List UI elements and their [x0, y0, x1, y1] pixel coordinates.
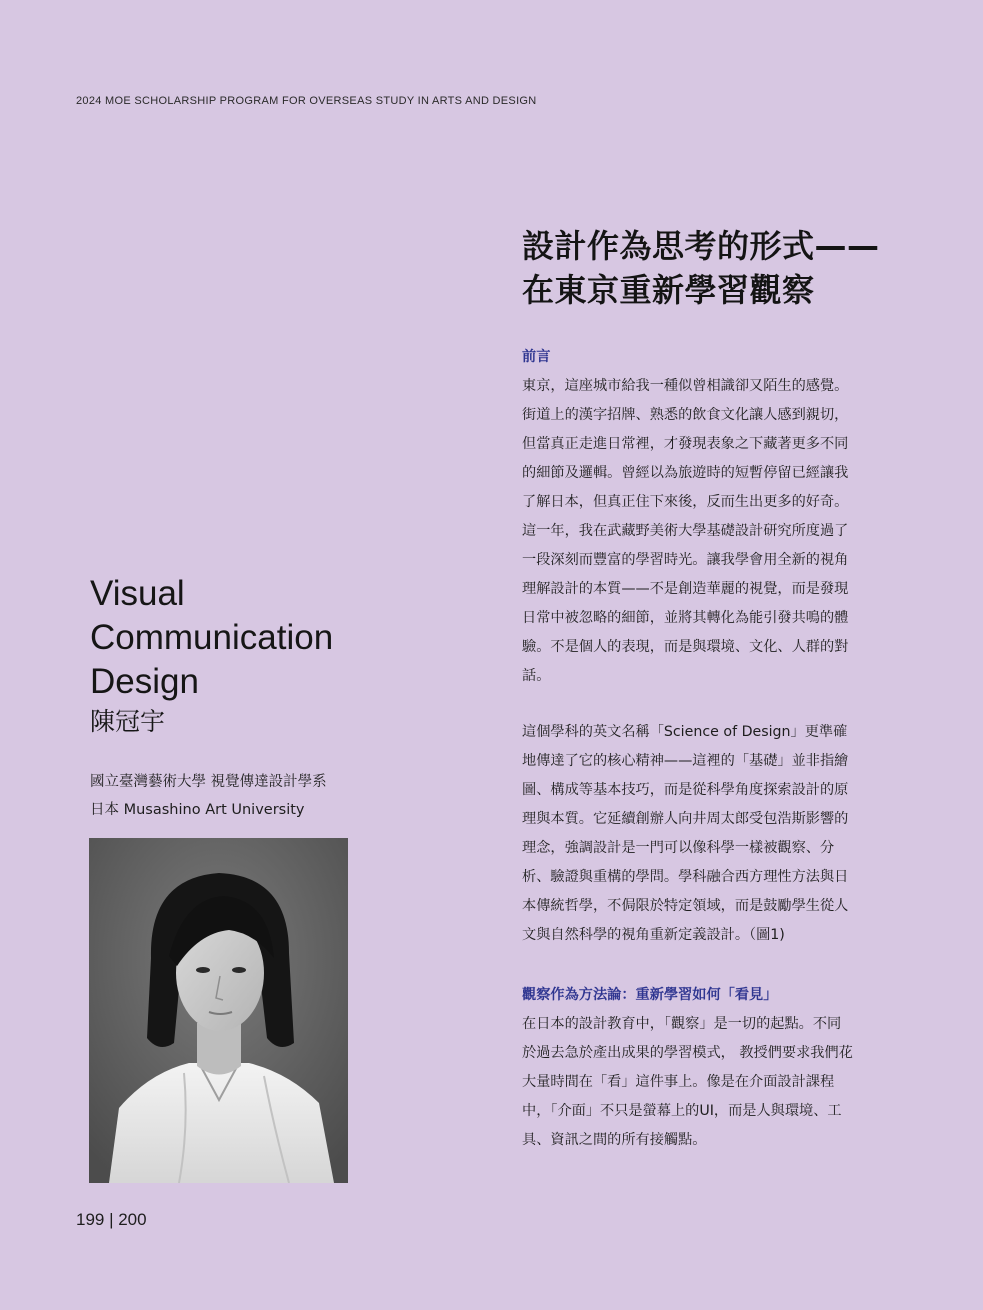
body-line: 在日本的設計教育中，「觀察」是一切的起點。不同 — [522, 1016, 842, 1032]
page-number: 199 | 200 — [76, 1210, 147, 1229]
section-observation — [522, 981, 902, 1155]
body-line: 理念，強調設計是一門可以像科學一樣被觀察、分 — [522, 840, 835, 856]
body-line: 理解設計的本質——不是創造華麗的視覺，而是發現 — [522, 581, 849, 597]
body-line: 東京，這座城市給我一種似曾相識卻又陌生的感覺。 — [522, 378, 849, 394]
body-line: 大量時間在「看」這件事上。像是在介面設計課程 — [522, 1074, 835, 1090]
discipline-line-3: Design — [90, 662, 199, 701]
body-line: 理與本質。它延續創辦人向井周太郎受包浩斯影響的 — [522, 811, 849, 827]
body-line: 這個學科的英文名稱「Science of Design」更準確 — [522, 724, 848, 740]
author-name: 陳冠宇 — [90, 707, 166, 736]
section-intro — [522, 343, 902, 691]
discipline-title — [90, 572, 333, 704]
affiliation-abroad: 日本 Musashino Art University — [90, 802, 305, 818]
article-title-line-1: 設計作為思考的形式—— — [522, 227, 880, 265]
body-line: 中，「介面」不只是螢幕上的UI，而是人與環境、工 — [522, 1103, 842, 1119]
body-line: 了解日本，但真正住下來後，反而生出更多的好奇。 — [522, 494, 849, 510]
article-title-line-2: 在東京重新學習觀察 — [522, 271, 815, 309]
body-line: 一段深刻而豐富的學習時光。讓我學會用全新的視角 — [522, 552, 849, 568]
body-line: 但當真正走進日常裡，才發現表象之下藏著更多不同 — [522, 436, 849, 452]
running-header: 2024 MOE SCHOLARSHIP PROGRAM FOR OVERSEAS STUDY IN ARTS AND DESIGN — [76, 95, 537, 107]
author-affiliation — [90, 768, 327, 824]
body-line: 於過去急於產出成果的學習模式， 教授們要求我們花 — [522, 1045, 853, 1061]
portrait-illustration — [89, 838, 348, 1183]
body-line: 本傳統哲學，不侷限於特定領域，而是鼓勵學生從人 — [522, 898, 849, 914]
affiliation-home: 國立臺灣藝術大學 視覺傳達設計學系 — [90, 774, 327, 790]
body-line: 地傳達了它的核心精神——這裡的「基礎」並非指繪 — [522, 753, 849, 769]
body-line: 的細節及邏輯。曾經以為旅遊時的短暫停留已經讓我 — [522, 465, 849, 481]
body-line: 具、資訊之間的所有接觸點。 — [522, 1132, 707, 1148]
body-line: 圖、構成等基本技巧，而是從科學角度探索設計的原 — [522, 782, 849, 798]
section-heading-observation: 觀察作為方法論：重新學習如何「看見」 — [522, 987, 778, 1003]
section-science-of-design — [522, 718, 902, 950]
body-line: 話。 — [522, 668, 551, 684]
body-line: 這一年，我在武藏野美術大學基礎設計研究所度過了 — [522, 523, 849, 539]
article-title — [522, 224, 922, 312]
discipline-line-2: Communication — [90, 618, 334, 657]
body-line: 驗。不是個人的表現，而是與環境、文化、人群的對 — [522, 639, 849, 655]
body-line: 文與自然科學的視角重新定義設計。（圖1) — [522, 927, 785, 943]
body-line: 析、驗證與重構的學問。學科融合西方理性方法與日 — [522, 869, 849, 885]
author-portrait-photo — [89, 838, 348, 1183]
body-line: 日常中被忽略的細節，並將其轉化為能引發共鳴的體 — [522, 610, 849, 626]
discipline-line-1: Visual — [90, 574, 185, 613]
section-heading-intro: 前言 — [522, 349, 551, 365]
body-line: 街道上的漢字招牌、熟悉的飲食文化讓人感到親切， — [522, 407, 849, 423]
